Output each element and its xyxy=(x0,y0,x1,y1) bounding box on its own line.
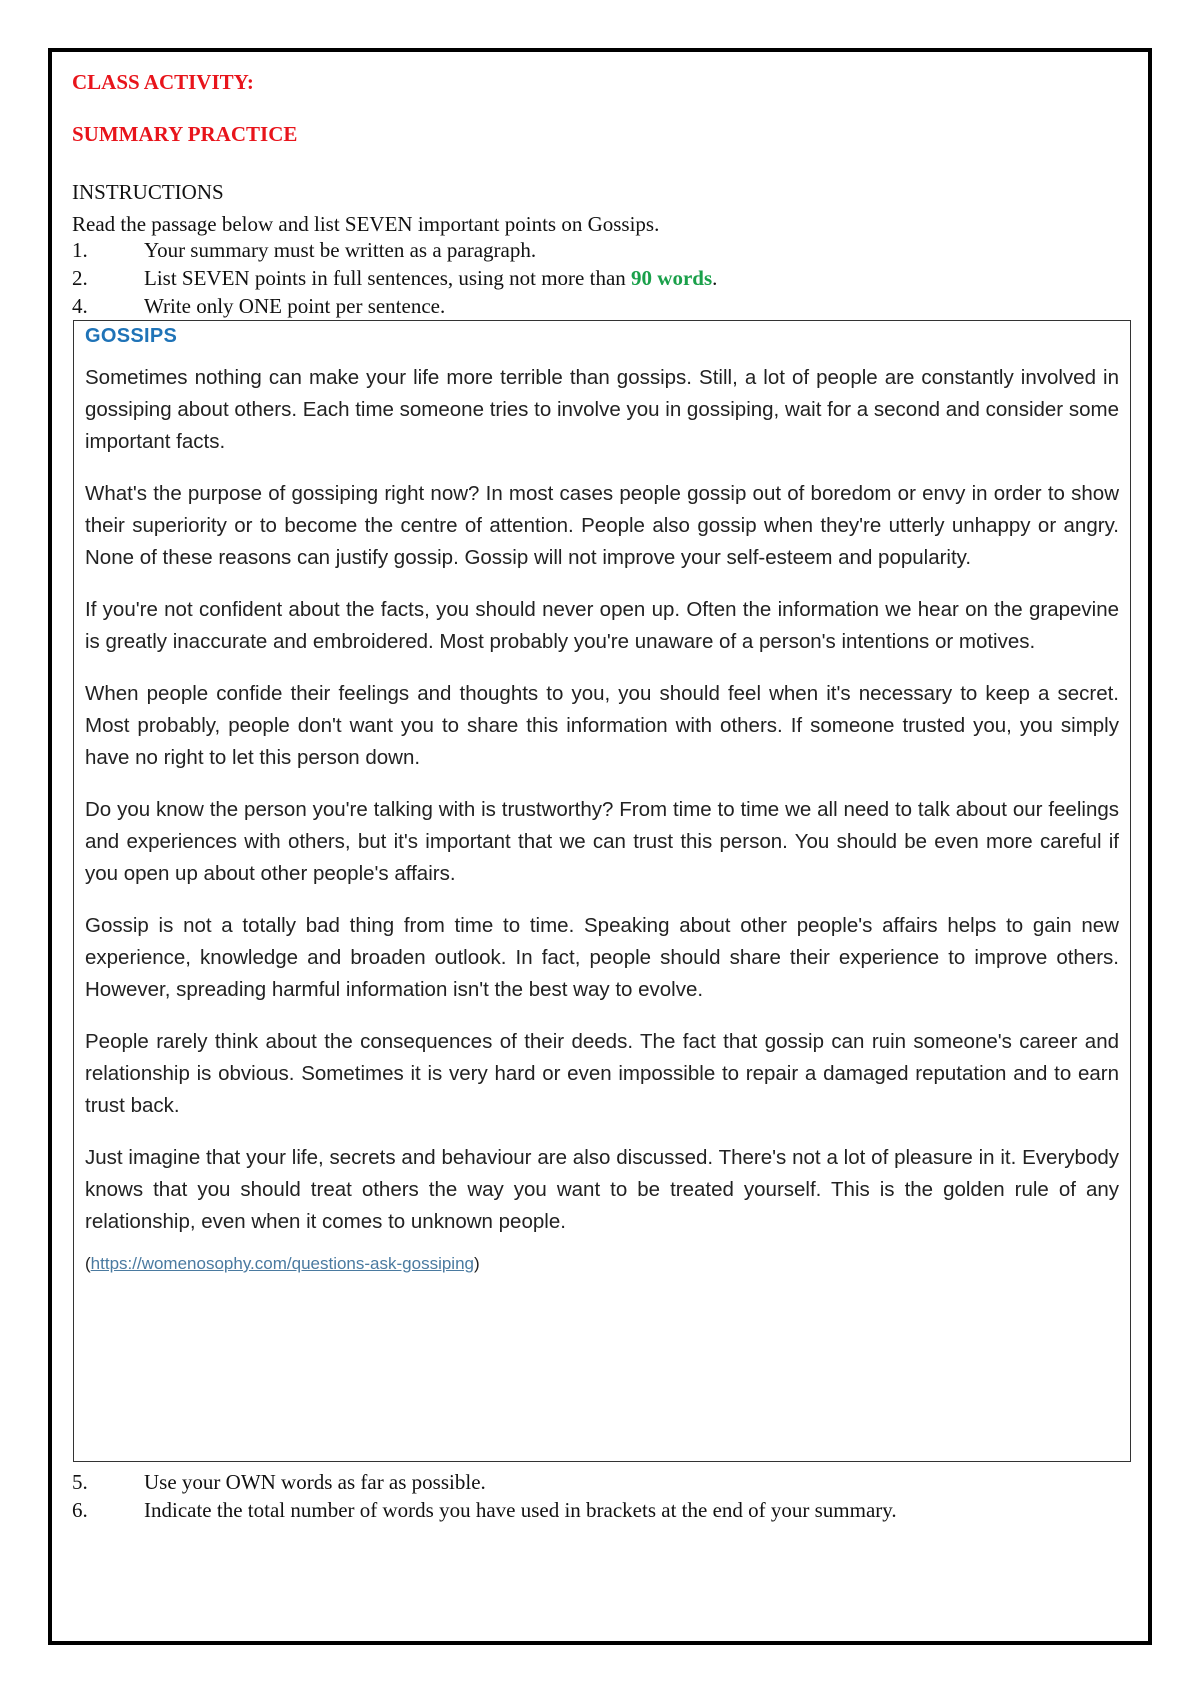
instruction-number: 5. xyxy=(72,1470,88,1494)
passage-paragraph: Do you know the person you're talking with is trustworthy? From time to time we all need to talk about our feelings and experiences with others, but it's important that we can trust this person. You should be even more careful if you open up about other people's affairs. xyxy=(85,798,1119,885)
source-citation xyxy=(85,1254,1119,1274)
instruction-item-5 xyxy=(72,1470,486,1495)
word-limit-highlight: 90 words xyxy=(631,266,713,290)
passage-paragraph: Sometimes nothing can make your life more terrible than gossips. Still, a lot of people are constantly involved in gossiping about others. Each time someone tries to involve you in gossiping, wait for a second and consider some important facts. xyxy=(85,366,1119,453)
passage-title: GOSSIPS xyxy=(85,325,178,347)
instruction-text: List SEVEN points in full sentences, using not more than xyxy=(144,266,632,290)
source-link[interactable]: https://womenosophy.com/questions-ask-gossiping xyxy=(90,1254,474,1273)
source-open-paren: ( xyxy=(85,1254,91,1273)
summary-practice-heading: SUMMARY PRACTICE xyxy=(72,122,298,146)
instruction-text: Write only ONE point per sentence. xyxy=(144,294,446,318)
instruction-number: 2. xyxy=(72,266,88,290)
instruction-text: Use your OWN words as far as possible. xyxy=(144,1470,486,1494)
source-close-paren: ) xyxy=(474,1254,480,1273)
instruction-text-end: . xyxy=(712,266,718,290)
instruction-number: 6. xyxy=(72,1498,88,1522)
passage-box xyxy=(73,320,1131,1462)
class-activity-heading: CLASS ACTIVITY: xyxy=(72,70,254,94)
instruction-item-4 xyxy=(72,294,445,319)
instruction-text: Your summary must be written as a paragraph. xyxy=(144,238,537,262)
passage-paragraph: When people confide their feelings and thoughts to you, you should feel when it's necessary to keep a secret. Most probably, people don't want you to share this information with others. If someone trusted you, you simply have no right to let this person down. xyxy=(85,682,1119,769)
instructions-title: INSTRUCTIONS xyxy=(72,180,224,204)
passage-paragraph: People rarely think about the consequences of their deeds. The fact that gossip can ruin someone's career and relationship is obvious. Sometimes it is very hard or even impossible to repair a damaged reputation and to earn trust back. xyxy=(85,1030,1119,1117)
instruction-number: 4. xyxy=(72,294,88,318)
passage-paragraph: What's the purpose of gossiping right now? In most cases people gossip out of boredom or envy in order to show their superiority or to become the centre of attention. People also gossip when they're utterly unhappy or angry. None of these reasons can justify gossip. Gossip will not improve your self-esteem and popularity. xyxy=(85,482,1119,569)
instructions-intro: Read the passage below and list SEVEN important points on Gossips. xyxy=(72,212,660,236)
instruction-item-6 xyxy=(72,1498,897,1523)
passage-paragraph: If you're not confident about the facts, you should never open up. Often the information we hear on the grapevine is greatly inaccurate and embroidered. Most probably you're unaware of a person's intentions or motives. xyxy=(85,598,1119,653)
passage-paragraph: Just imagine that your life, secrets and behaviour are also discussed. There's not a lot of pleasure in it. Everybody knows that you should treat others the way you want to be treated yourself. This is the golden rule of any relationship, even when it comes to unknown people. xyxy=(85,1146,1119,1233)
instruction-item-1 xyxy=(72,238,536,263)
instruction-item-2 xyxy=(72,266,717,291)
passage-paragraph: Gossip is not a totally bad thing from time to time. Speaking about other people's affairs helps to gain new experience, knowledge and broaden outlook. In fact, people should share their experience to improve others. However, spreading harmful information isn't the best way to evolve. xyxy=(85,914,1119,1001)
instruction-number: 1. xyxy=(72,238,88,262)
instruction-text: Indicate the total number of words you have used in brackets at the end of your summary. xyxy=(144,1498,897,1522)
